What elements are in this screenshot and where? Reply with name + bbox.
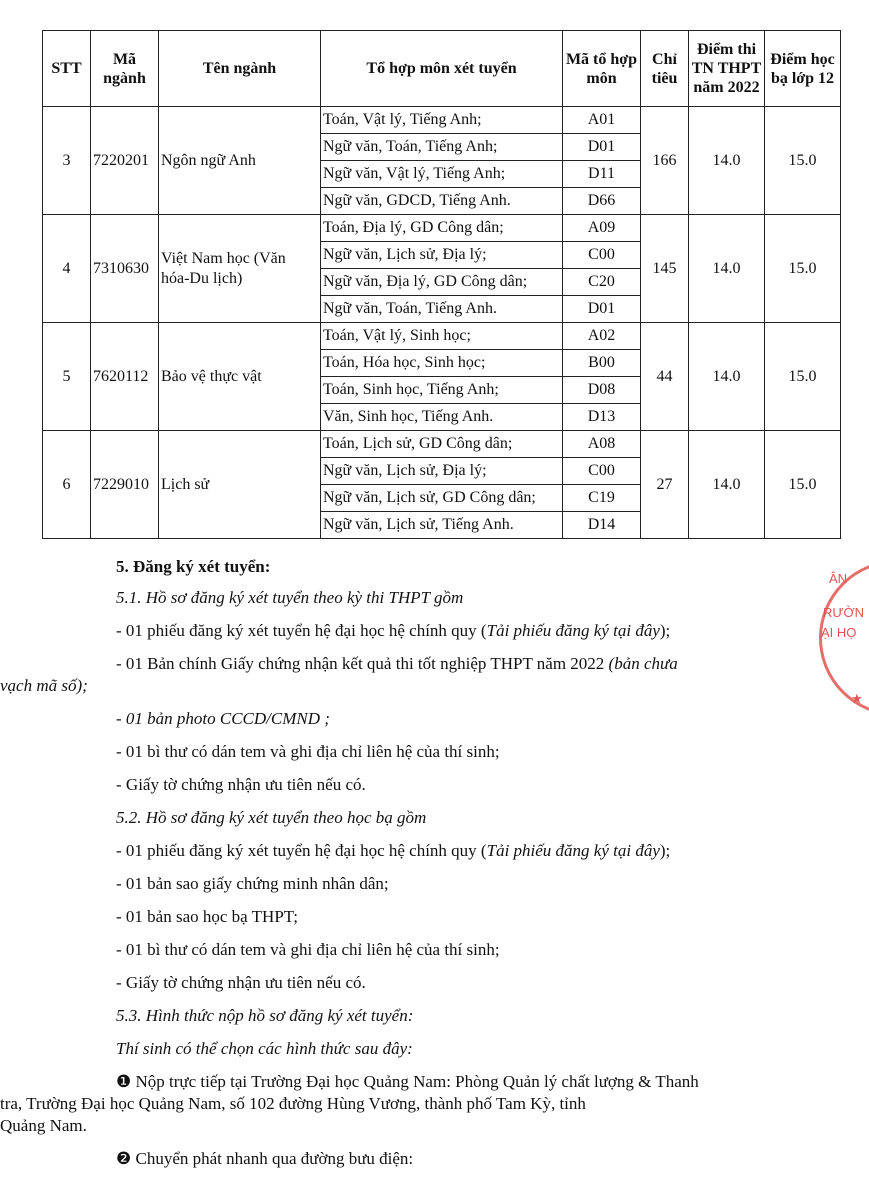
- list-item: - 01 bản sao giấy chứng minh nhân dân;: [116, 874, 389, 893]
- cell-major-name: Bảo vệ thực vật: [159, 323, 321, 431]
- list-item: - 01 bản sao học bạ THPT;: [116, 907, 298, 926]
- cell-combo: Ngữ văn, Địa lý, GD Công dân;: [321, 269, 563, 296]
- cell-major-name: Lịch sử: [159, 431, 321, 539]
- table-row: [43, 107, 841, 134]
- cell-major-code: 7229010: [91, 431, 159, 539]
- header-quota: Chỉ tiêu: [641, 31, 689, 107]
- cell-combo: Toán, Địa lý, GD Công dân;: [321, 215, 563, 242]
- subsection-title-5-1: 5.1. Hồ sơ đăng ký xét tuyển theo kỳ thi THPT gồm: [116, 588, 464, 607]
- cell-combo: Toán, Sinh học, Tiếng Anh;: [321, 377, 563, 404]
- download-form-link[interactable]: Tải phiếu đăng ký tại đây: [486, 621, 660, 640]
- list-item: - 01 bản photo CCCD/CMND ;: [116, 709, 330, 728]
- cell-combo: Ngữ văn, GDCD, Tiếng Anh.: [321, 188, 563, 215]
- header-transcript-score: Điểm học bạ lớp 12: [765, 31, 841, 107]
- header-stt: STT: [43, 31, 91, 107]
- list-item: - 01 phiếu đăng ký xét tuyển hệ đại học hệ chính quy (Tải phiếu đăng ký tại đây);: [116, 841, 671, 860]
- cell-stt: 6: [43, 431, 91, 539]
- cell-combo: Ngữ văn, Toán, Tiếng Anh;: [321, 134, 563, 161]
- list-item: - 01 bì thư có dán tem và ghi địa chỉ liên hệ của thí sinh;: [116, 940, 500, 959]
- download-form-link[interactable]: Tải phiếu đăng ký tại đây: [486, 841, 660, 860]
- cell-stt: 3: [43, 107, 91, 215]
- option-1: ❶ Nộp trực tiếp tại Trường Đại học Quảng Nam: Phòng Quản lý chất lượng & Thanh: [116, 1072, 699, 1091]
- table-row: [43, 215, 841, 242]
- subsection-title-5-2: 5.2. Hồ sơ đăng ký xét tuyển theo học bạ gồm: [116, 808, 427, 827]
- cell-combo-code: C19: [563, 485, 641, 512]
- option-2: ❷ Chuyển phát nhanh qua đường bưu điện:: [116, 1149, 414, 1168]
- cell-combo: Toán, Vật lý, Sinh học;: [321, 323, 563, 350]
- cell-thpt-score: 14.0: [689, 215, 765, 323]
- cell-major-code: 7220201: [91, 107, 159, 215]
- cell-combo-code: C20: [563, 269, 641, 296]
- cell-combo: Toán, Lịch sử, GD Công dân;: [321, 431, 563, 458]
- cell-combo-code: D11: [563, 161, 641, 188]
- cell-major-code: 7620112: [91, 323, 159, 431]
- cell-combo-code: D13: [563, 404, 641, 431]
- subsection-intro: Thí sinh có thể chọn các hình thức sau đây:: [116, 1039, 413, 1058]
- cell-stt: 4: [43, 215, 91, 323]
- header-major-code: Mã ngành: [91, 31, 159, 107]
- cell-combo-code: C00: [563, 458, 641, 485]
- star-icon: ★: [851, 691, 863, 706]
- cell-combo-code: A09: [563, 215, 641, 242]
- cell-quota: 27: [641, 431, 689, 539]
- list-item: - 01 bì thư có dán tem và ghi địa chỉ liên hệ của thí sinh;: [116, 742, 500, 761]
- table-header-row: [43, 31, 841, 107]
- cell-combo: Ngữ văn, Lịch sử, Địa lý;: [321, 458, 563, 485]
- cell-major-name: Ngôn ngữ Anh: [159, 107, 321, 215]
- cell-combo-code: A08: [563, 431, 641, 458]
- cell-combo: Ngữ văn, Toán, Tiếng Anh.: [321, 296, 563, 323]
- list-item: - 01 phiếu đăng ký xét tuyển hệ đại học hệ chính quy (Tải phiếu đăng ký tại đây);: [116, 621, 671, 640]
- cell-transcript-score: 15.0: [765, 323, 841, 431]
- list-item: - Giấy tờ chứng nhận ưu tiên nếu có.: [116, 973, 366, 992]
- cell-thpt-score: 14.0: [689, 431, 765, 539]
- cell-combo-code: D01: [563, 296, 641, 323]
- cell-transcript-score: 15.0: [765, 431, 841, 539]
- cell-major-name: Việt Nam học (Văn hóa-Du lịch): [159, 215, 321, 323]
- cell-major-code: 7310630: [91, 215, 159, 323]
- cell-stt: 5: [43, 323, 91, 431]
- header-subject-combo: Tổ hợp môn xét tuyển: [321, 31, 563, 107]
- cell-combo-code: C00: [563, 242, 641, 269]
- table-row: [43, 323, 841, 350]
- cell-combo-code: A02: [563, 323, 641, 350]
- red-seal-stamp: ÂN RƯỜN ẠI HỌ ★: [815, 555, 869, 715]
- section-title: 5. Đăng ký xét tuyển:: [116, 557, 271, 576]
- cell-combo-code: A01: [563, 107, 641, 134]
- cell-combo-code: D01: [563, 134, 641, 161]
- cell-transcript-score: 15.0: [765, 107, 841, 215]
- cell-combo-code: D14: [563, 512, 641, 539]
- cell-combo: Ngữ văn, Lịch sử, Tiếng Anh.: [321, 512, 563, 539]
- list-item: - 01 Bản chính Giấy chứng nhận kết quả thi tốt nghiệp THPT năm 2022 (bản chưa: [116, 654, 678, 673]
- cell-combo: Ngữ văn, Lịch sử, GD Công dân;: [321, 485, 563, 512]
- cell-combo-code: B00: [563, 350, 641, 377]
- cell-combo: Toán, Hóa học, Sinh học;: [321, 350, 563, 377]
- cell-quota: 166: [641, 107, 689, 215]
- cell-combo: Văn, Sinh học, Tiếng Anh.: [321, 404, 563, 431]
- cell-transcript-score: 15.0: [765, 215, 841, 323]
- cell-combo: Ngữ văn, Lịch sử, Địa lý;: [321, 242, 563, 269]
- cell-thpt-score: 14.0: [689, 107, 765, 215]
- cell-combo: Toán, Vật lý, Tiếng Anh;: [321, 107, 563, 134]
- cell-quota: 44: [641, 323, 689, 431]
- header-thpt-score: Điểm thi TN THPT năm 2022: [689, 31, 765, 107]
- header-major-name: Tên ngành: [159, 31, 321, 107]
- subsection-title-5-3: 5.3. Hình thức nộp hồ sơ đăng ký xét tuyển:: [116, 1006, 414, 1025]
- option-1-continuation: tra, Trường Đại học Quảng Nam, số 102 đường Hùng Vương, thành phố Tam Kỳ, tỉnh: [0, 1094, 586, 1113]
- list-item: - Giấy tờ chứng nhận ưu tiên nếu có.: [116, 775, 366, 794]
- registration-section: [0, 556, 820, 1170]
- admission-table: [42, 30, 841, 539]
- cell-quota: 145: [641, 215, 689, 323]
- table-row: [43, 431, 841, 458]
- cell-thpt-score: 14.0: [689, 323, 765, 431]
- cell-combo-code: D08: [563, 377, 641, 404]
- cell-combo: Ngữ văn, Vật lý, Tiếng Anh;: [321, 161, 563, 188]
- list-item-continuation: vạch mã số);: [0, 676, 88, 695]
- cell-combo-code: D66: [563, 188, 641, 215]
- header-combo-code: Mã tổ hợp môn: [563, 31, 641, 107]
- option-1-continuation: Quảng Nam.: [0, 1116, 87, 1135]
